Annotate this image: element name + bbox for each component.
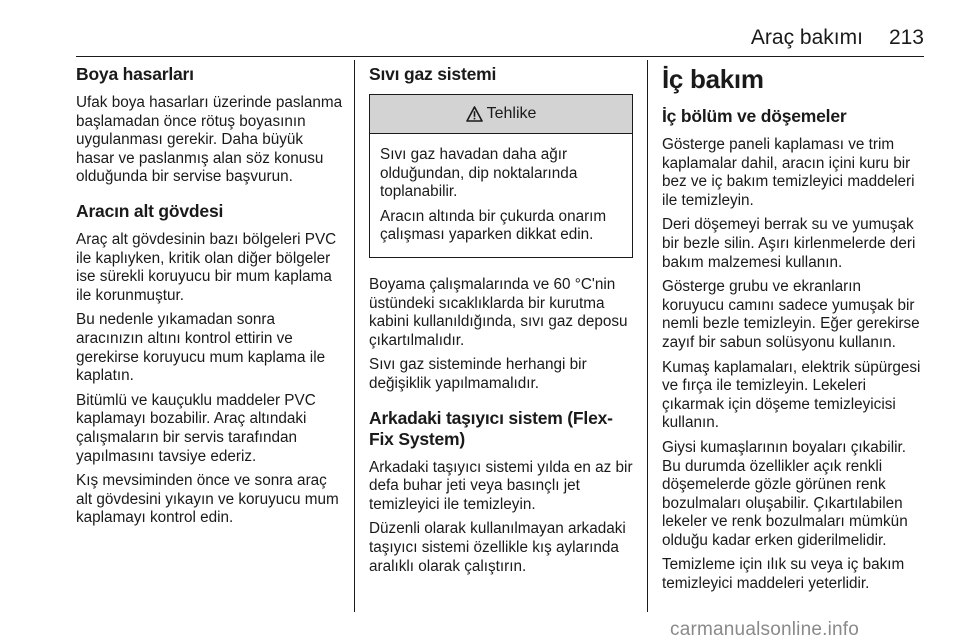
paragraph-interior-2: Deri döşemeyi berrak su ve yumuşak bir bezle silin. Aşırı kirlenmelerde deri bakım malzemesi kullanın. [662, 216, 916, 271]
paragraph-interior-3: Gösterge grubu ve ekranların koruyucu camını sadece yumuşak bir nemli bezle temizleyin. Eğer gerekirse zayıf bir sabun solüsyonu kullanın. [662, 278, 920, 351]
paragraph-underbody-3: Bitümlü ve kauçuklu maddeler PVC kaplamayı bozabilir. Araç altındaki çalışmaların bir servis tarafından yapılmasını tavsiye ederiz. [76, 391, 316, 465]
column-right [662, 64, 926, 600]
paragraph-underbody-1: Araç alt gövdesinin bazı bölgeleri PVC ile kaplıyken, kritik olan diğer bölgeler ise sürekli koruyucu bir mum kaplama ile korunmuştur. [76, 230, 337, 304]
heading-lpg-system: Sıvı gaz sistemi [369, 64, 497, 84]
paragraph-interior-6: Temizleme için ılık su veya iç bakım temizleyici maddeleri yeterlidir. [662, 556, 905, 593]
column-divider-2 [647, 60, 648, 612]
paragraph-underbody-4: Kış mevsiminden önce ve sonra araç alt gövdesini yıkayın ve koruyucu mum kaplamayı kontrol edin. [76, 472, 339, 527]
column-left [76, 64, 344, 534]
paragraph-flex-fix-2: Düzenli olarak kullanılmayan arkadaki taşıyıcı sistemi özellikle kış aylarında aralıklı olarak çalıştırın. [369, 520, 626, 575]
heading-underbody: Aracın alt gövdesi [76, 200, 224, 221]
heading-interior-upholstery: İç bölüm ve döşemeler [662, 106, 847, 126]
warning-body [370, 134, 632, 257]
warning-header [370, 95, 632, 134]
paragraph-interior-5: Giysi kumaşlarının boyaları çıkabilir. Bu durumda özellikler açık renkli döşemelerde gözle görünen renk bozulmaları oluşabilir. Çıkartılabilen lekeler ve renk bozulmaları mümkün olduğu kadar erken giderilmelidir. [662, 438, 908, 549]
warning-triangle-icon [466, 106, 483, 122]
paragraph-underbody-2: Bu nedenle yıkamadan sonra aracınızın altını kontrol ettirin ve gerekirse koruyucu mum kaplama ile kaplatın. [76, 311, 326, 385]
paragraph-lpg-2: Sıvı gaz sisteminde herhangi bir değişiklik yapılmamalıdır. [369, 356, 587, 392]
paragraph-paint-damage: Ufak boya hasarları üzerinde paslanma başlamadan önce rötuş boyasının uygulanması gerekir. Daha büyük hasar ve paslanmış alan söz konusu olduğunda bir servise başvurun. [76, 94, 343, 186]
paragraph-interior-1: Gösterge paneli kaplaması ve trim kaplamalar dahil, aracın içini kuru bir bez ve iç bakım temizleyici maddeleri ile temizleyin. [662, 136, 915, 209]
heading-flex-fix: Arkadaki taşıyıcı sistem (Flex-Fix System) [369, 407, 613, 449]
danger-warning-box [369, 94, 633, 258]
warning-label: Tehlike [486, 104, 537, 122]
warning-paragraph-2: Aracın altında bir çukurda onarım çalışması yaparken dikkat edin. [380, 207, 607, 244]
page-header [751, 26, 924, 50]
paragraph-flex-fix-1: Arkadaki taşıyıcı sistemi yılda en az bir defa buhar jeti veya basınçlı jet temizleyici ile temizleyin. [369, 458, 633, 513]
heading-interior-care: İç bakım [662, 64, 764, 94]
column-divider-1 [354, 60, 355, 612]
warning-paragraph-1: Sıvı gaz havadan daha ağır olduğundan, dip noktalarında toplanabilir. [380, 146, 578, 201]
page-number: 213 [888, 26, 924, 49]
paragraph-lpg-1: Boyama çalışmalarında ve 60 °C'nin üstündeki sıcaklıklarda bir kurutma kabini kullanıldığında, sıvı gaz deposu çıkartılmalıdır. [369, 275, 628, 349]
header-rule [76, 56, 924, 57]
column-middle [369, 64, 633, 582]
heading-paint-damage: Boya hasarları [76, 64, 194, 84]
watermark-text: carmanualsonline.info [670, 619, 860, 640]
section-title: Araç bakımı [750, 26, 863, 49]
paragraph-interior-4: Kumaş kaplamaları, elektrik süpürgesi ve fırça ile temizleyin. Lekeleri çıkarmak için döşeme temizleyicisi kullanın. [662, 358, 921, 432]
